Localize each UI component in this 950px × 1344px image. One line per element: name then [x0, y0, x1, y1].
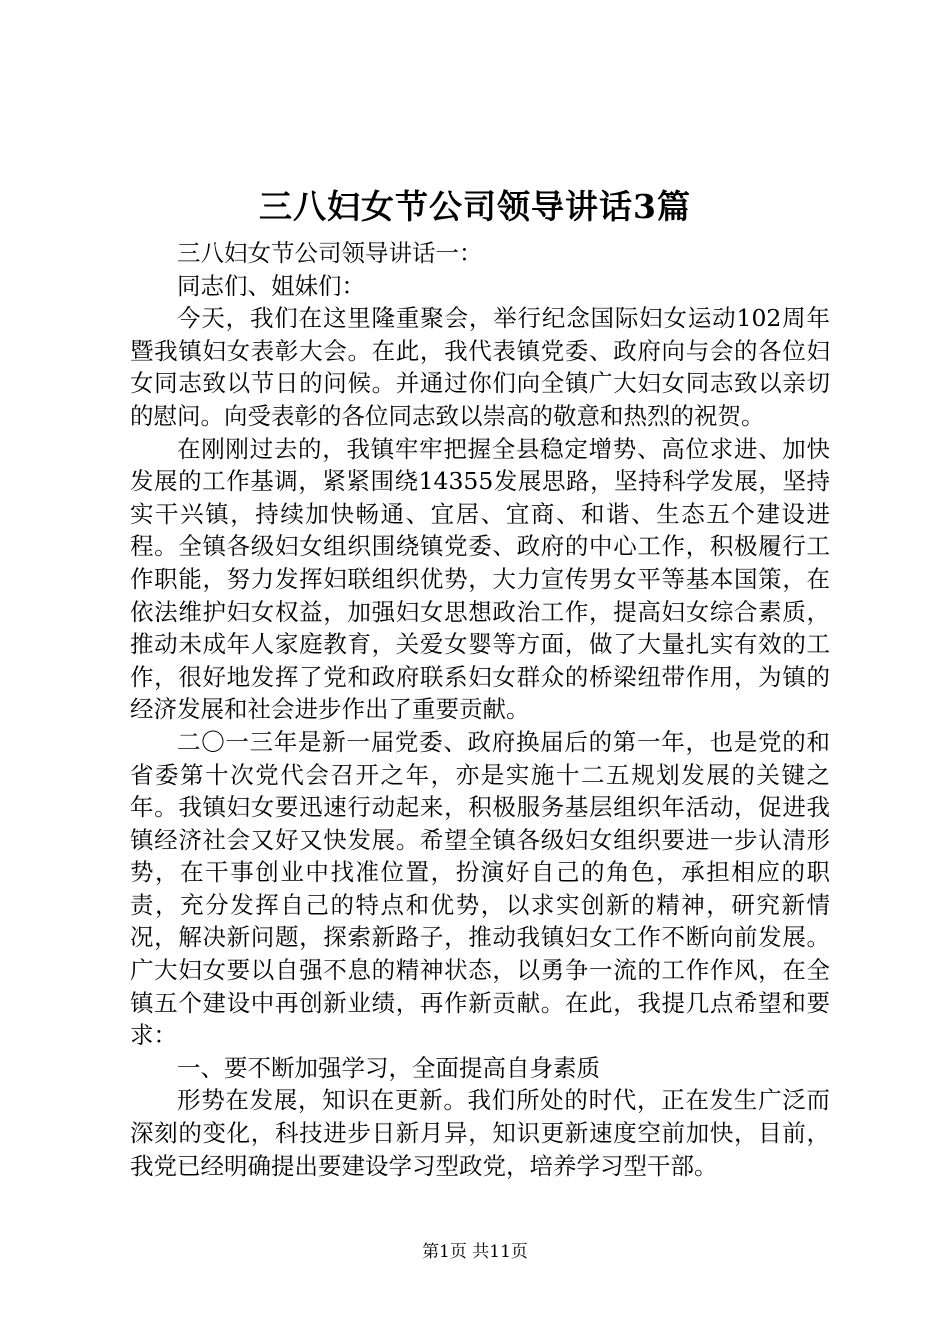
paragraph: 今天，我们在这里隆重聚会，举行纪念国际妇女运动102周年暨我镇妇女表彰大会。在此，我代表镇党委、政府向与会的各位妇女同志致以节日的问候。并通过你们向全镇广大妇女同志致以亲切的慰问。向受表彰的各位同志致以崇高的敬意和热烈的祝贺。 [130, 304, 830, 430]
paragraph-heading: 三八妇女节公司领导讲话一： [177, 239, 483, 267]
paragraph: 二〇一三年是新一届党委、政府换届后的第一年，也是党的和省委第十次党代会召开之年，亦是实施十二五规划发展的关键之年。我镇妇女要迅速行动起来，积极服务基层组织年活动，促进我镇经济社会又好又快发展。希望全镇各级妇女组织要进一步认清形势，在干事创业中找准位置，扮演好自己的角色，承担相应的职责，充分发挥自己的特点和优势，以求实创新的精神，研究新情况，解决新问题，探索新路子，推动我镇妇女工作不断向前发展。广大妇女要以自强不息的精神状态，以勇争一流的工作作风，在全镇五个建设中再创新业绩，再作新贡献。在此，我提几点希望和要求： [130, 727, 830, 1050]
paragraph: 在刚刚过去的，我镇牢牢把握全县稳定增势、高位求进、加快发展的工作基调，紧紧围绕14355发展思路，坚持科学发展，坚持实干兴镇，持续加快畅通、宜居、宜商、和谐、生态五个建设进程。全镇各级妇女组织围绕镇党委、政府的中心工作，积极履行工作职能，努力发挥妇联组织优势，大力宣传男女平等基本国策，在依法维护妇女权益，加强妇女思想政治工作，提高妇女综合素质，推动未成年人家庭教育，关爱女婴等方面，做了大量扎实有效的工作，很好地发挥了党和政府联系妇女群众的桥梁纽带作用，为镇的经济发展和社会进步作出了重要贡献。 [130, 434, 830, 724]
paragraph: 形势在发展，知识在更新。我们所处的时代，正在发生广泛而深刻的变化，科技进步日新月异，知识更新速度空前加快，目前，我党已经明确提出要建设学习型政党，培养学习型干部。 [130, 1086, 830, 1180]
paragraph-salutation: 同志们、姐妹们： [177, 271, 365, 300]
document-title: 三八妇女节公司领导讲话3篇 [259, 187, 691, 226]
page-number-footer: 第1页 共11页 [422, 1242, 528, 1262]
document-body [130, 237, 830, 1182]
section-heading: 一、要不断加强学习，全面提高自身素质 [177, 1053, 600, 1082]
